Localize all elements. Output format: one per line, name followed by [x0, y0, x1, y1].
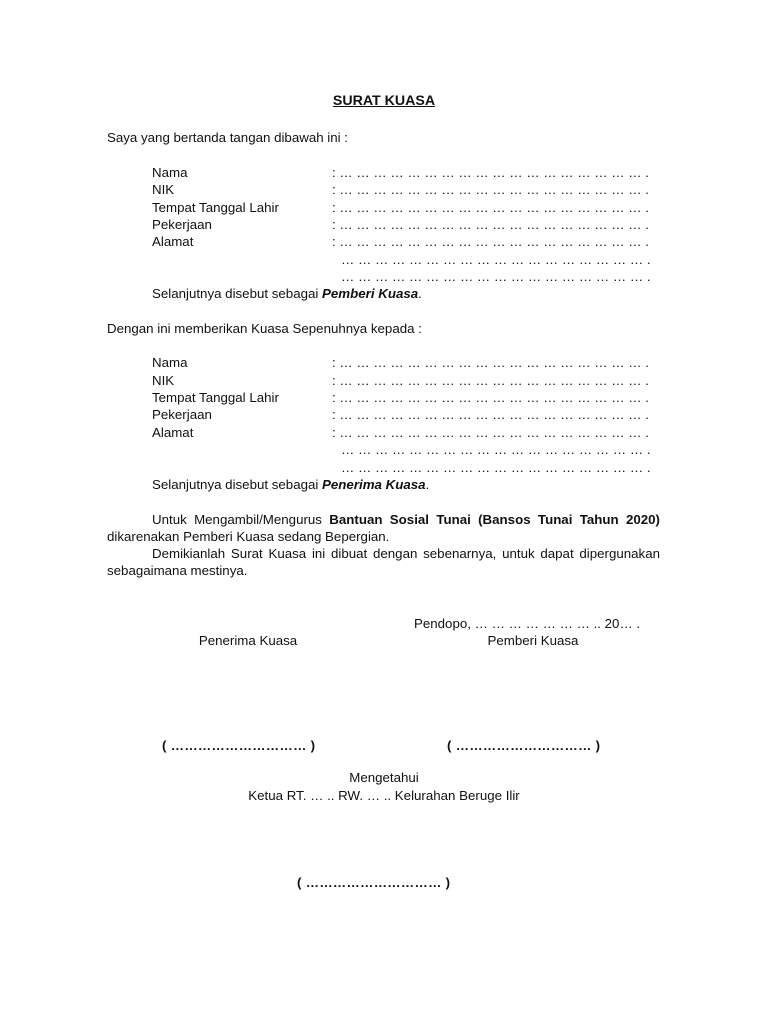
- giver-value-nik: : … … … … … … … … … … … … … … … … … … .: [332, 182, 649, 197]
- giver-value-alamat-line3: … … … … … … … … … … … … … … … … … … .: [341, 269, 651, 284]
- receiver-role: Penerima Kuasa: [322, 477, 426, 492]
- giver-label-ttl: Tempat Tanggal Lahir: [152, 200, 279, 215]
- purpose-program: Bantuan Sosial Tunai (Bansos Tunai Tahun 2020): [329, 512, 660, 527]
- receiver-label-nik: NIK: [152, 373, 175, 388]
- giver-value-pekerjaan: : … … … … … … … … … … … … … … … … … … .: [332, 217, 649, 232]
- right-signature-blank: ( ………………………… ): [447, 738, 601, 753]
- giver-role: Pemberi Kuasa: [322, 286, 419, 301]
- rt-signature-blank: ( ………………………… ): [297, 875, 451, 890]
- giver-value-alamat-line2: … … … … … … … … … … … … … … … … … … .: [341, 252, 651, 267]
- giver-value-nama: : … … … … … … … … … … … … … … … … … … .: [332, 165, 649, 180]
- receiver-closing: Selanjutnya disebut sebagai Penerima Kuasa.: [152, 477, 430, 492]
- receiver-value-alamat-line2: … … … … … … … … … … … … … … … … … … .: [341, 442, 651, 457]
- place-date: Pendopo, … … … … … … … .. 20… .: [414, 616, 641, 631]
- giver-label-pekerjaan: Pekerjaan: [152, 217, 212, 232]
- receiver-value-nik: : … … … … … … … … … … … … … … … … … … .: [332, 373, 649, 388]
- giver-closing: Selanjutnya disebut sebagai Pemberi Kuasa.: [152, 286, 422, 301]
- acknowledged-label: Mengetahui: [349, 770, 419, 785]
- giver-label-nama: Nama: [152, 165, 188, 180]
- right-signatory-title: Pemberi Kuasa: [487, 633, 579, 648]
- receiver-value-alamat-line3: … … … … … … … … … … … … … … … … … … .: [341, 460, 651, 475]
- mandate-text: Dengan ini memberikan Kuasa Sepenuhnya kepada :: [107, 321, 422, 336]
- intro-text: Saya yang bertanda tangan dibawah ini :: [107, 130, 348, 145]
- statement-paragraph: Demikianlah Surat Kuasa ini dibuat dengan sebenarnya, untuk dapat dipergunakan sebagaimana mestinya.: [107, 546, 660, 579]
- purpose-paragraph: Untuk Mengambil/Mengurus Bantuan Sosial Tunai (Bansos Tunai Tahun 2020) dikarenakan Pemberi Kuasa sedang Bepergian.: [107, 512, 660, 545]
- receiver-value-pekerjaan: : … … … … … … … … … … … … … … … … … … .: [332, 407, 649, 422]
- giver-value-ttl: : … … … … … … … … … … … … … … … … … … .: [332, 200, 649, 215]
- receiver-label-ttl: Tempat Tanggal Lahir: [152, 390, 279, 405]
- receiver-label-nama: Nama: [152, 355, 188, 370]
- document-title: SURAT KUASA: [332, 93, 436, 109]
- giver-value-alamat: : … … … … … … … … … … … … … … … … … … .: [332, 234, 649, 249]
- left-signature-blank: ( ………………………… ): [162, 738, 316, 753]
- receiver-label-pekerjaan: Pekerjaan: [152, 407, 212, 422]
- giver-label-nik: NIK: [152, 182, 175, 197]
- receiver-value-alamat: : … … … … … … … … … … … … … … … … … … .: [332, 425, 649, 440]
- rt-rw-line: Ketua RT. … .. RW. … .. Kelurahan Beruge Ilir: [248, 788, 520, 803]
- receiver-label-alamat: Alamat: [152, 425, 194, 440]
- receiver-value-nama: : … … … … … … … … … … … … … … … … … … .: [332, 355, 649, 370]
- left-signatory-title: Penerima Kuasa: [198, 633, 298, 648]
- receiver-value-ttl: : … … … … … … … … … … … … … … … … … … .: [332, 390, 649, 405]
- giver-label-alamat: Alamat: [152, 234, 194, 249]
